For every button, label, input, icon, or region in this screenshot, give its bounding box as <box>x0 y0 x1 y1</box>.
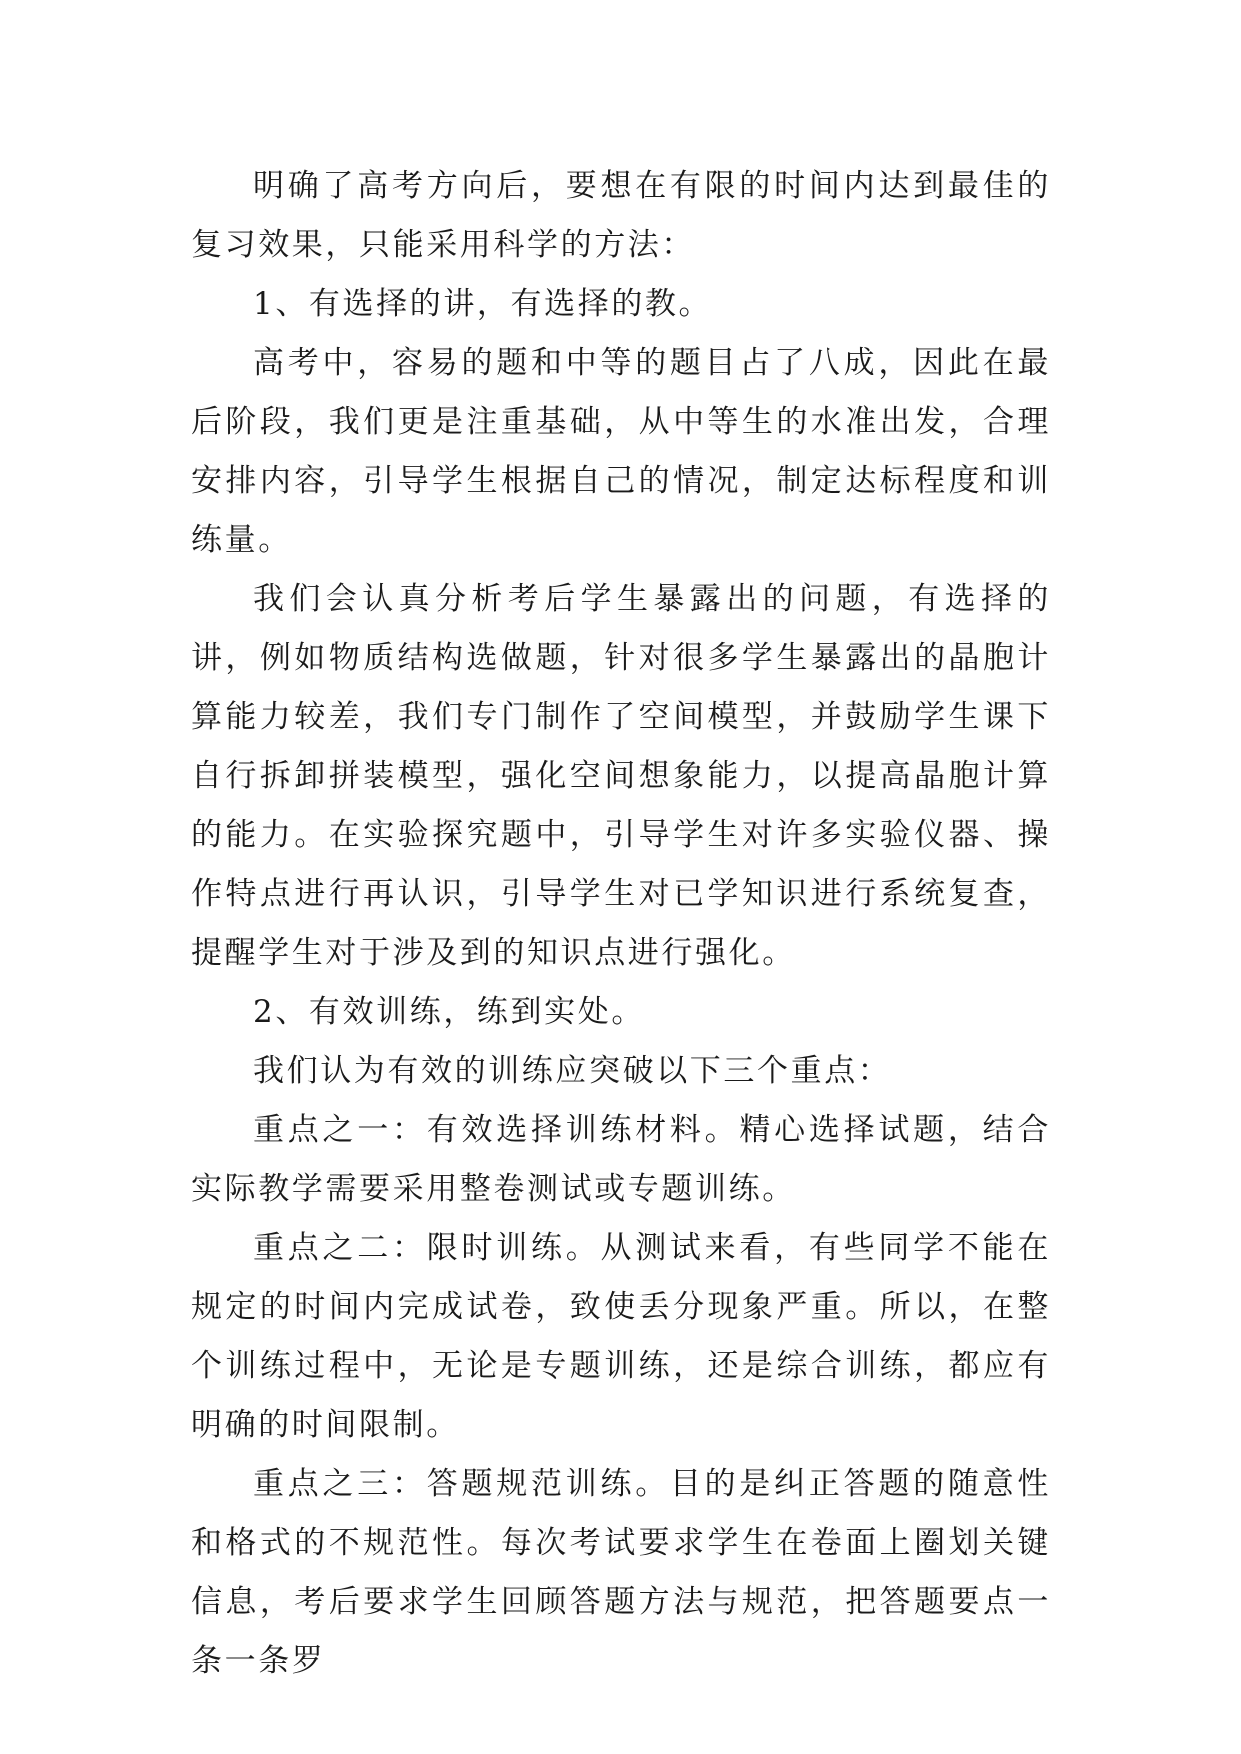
paragraph-intro: 明确了高考方向后，要想在有限的时间内达到最佳的复习效果，只能采用科学的方法： <box>191 168 1051 263</box>
paragraph-focus-1: 重点之一：有效选择训练材料。精心选择试题，结合实际教学需要采用整卷测试或专题训练。 <box>191 1112 1051 1207</box>
paragraph-three-focuses: 我们认为有效的训练应突破以下三个重点： <box>253 1053 892 1089</box>
paragraph-focus-3: 重点之三：答题规范训练。目的是纠正答题的随意性和格式的不规范性。每次考试要求学生在卷面上圈划关键信息，考后要求学生回顾答题方法与规范，把答题要点一条一条罗 <box>191 1466 1051 1679</box>
paragraph-exam-difficulty: 高考中，容易的题和中等的题目占了八成，因此在最后阶段，我们更是注重基础，从中等生的水准出发，合理安排内容，引导学生根据自己的情况，制定达标程度和训练量。 <box>191 345 1051 558</box>
paragraph-point-1-heading: 1、有选择的讲，有选择的教。 <box>253 286 713 322</box>
paragraph-analysis: 我们会认真分析考后学生暴露出的问题，有选择的讲，例如物质结构选做题，针对很多学生暴露出的晶胞计算能力较差，我们专门制作了空间模型，并鼓励学生课下自行拆卸拼装模型，强化空间想象能力，以提高晶胞计算的能力。在实验探究题中，引导学生对许多实验仪器、操作特点进行再认识，引导学生对已学知识进行系统复查，提醒学生对于涉及到的知识点进行强化。 <box>191 581 1051 971</box>
paragraph-focus-2: 重点之二：限时训练。从测试来看，有些同学不能在规定的时间内完成试卷，致使丢分现象严重。所以，在整个训练过程中，无论是专题训练，还是综合训练，都应有明确的时间限制。 <box>191 1230 1051 1443</box>
document-body <box>191 157 1051 1691</box>
paragraph-point-2-heading: 2、有效训练，练到实处。 <box>253 994 645 1030</box>
